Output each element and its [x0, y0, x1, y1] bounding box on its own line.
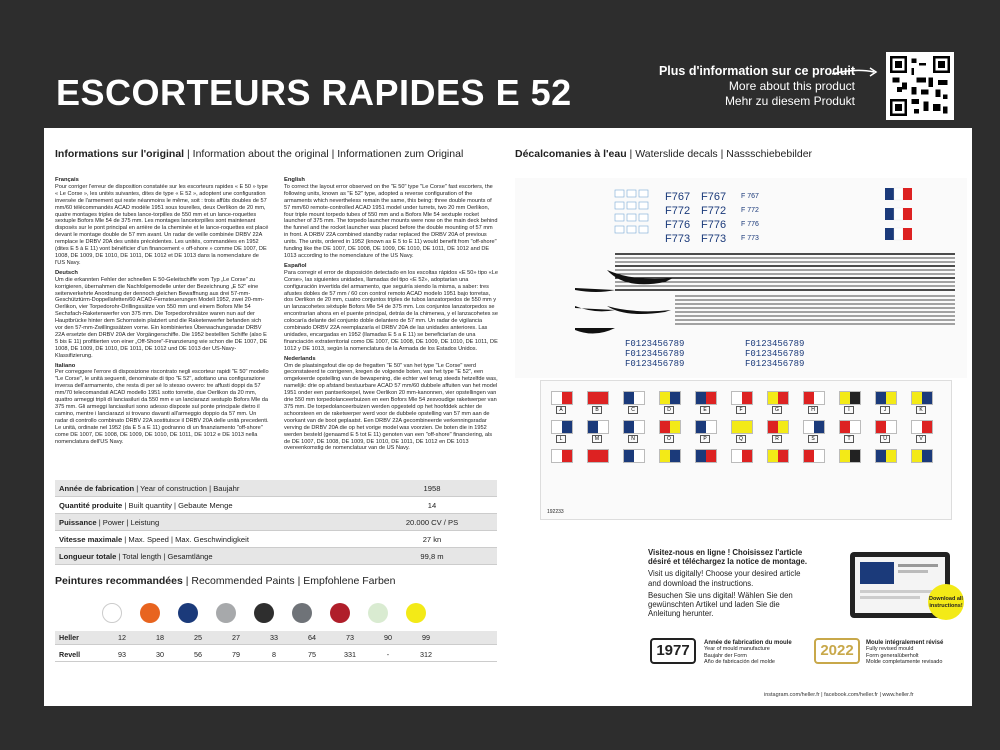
flag-letter: L	[556, 435, 566, 443]
hull-number-small-decal: F 773	[741, 235, 759, 242]
flag-letter: F	[736, 406, 746, 414]
svg-text:instructions!: instructions!	[929, 603, 963, 609]
flag-letter: K	[916, 406, 926, 414]
paint-swatch	[330, 603, 350, 623]
paint-code: 312	[420, 650, 432, 659]
paint-code: -	[386, 650, 390, 659]
signal-flag-decal	[911, 449, 935, 463]
small-decal	[639, 190, 648, 197]
signal-flag-decal	[767, 420, 791, 443]
flag-letter: G	[772, 406, 782, 414]
spec-row	[55, 497, 497, 514]
spec-label: Puissance | Power | Leistung	[59, 517, 160, 527]
download-badge-text: Download all	[929, 596, 963, 602]
paint-swatch	[102, 603, 122, 623]
decal-sheet-signal-flags	[540, 380, 952, 520]
signal-flags-grid	[551, 391, 935, 463]
paint-row-revell: Revell 93 30 56 79 8 75 331 - 312	[55, 648, 497, 662]
hull-number-small-decal: F 772	[741, 207, 759, 214]
digit-decal: F0123456789	[625, 359, 685, 369]
small-decal	[615, 202, 624, 209]
hull-number-decal: F767	[701, 191, 727, 203]
paints-title: Peintures recommandées | Recommended Paints | Empfohlene Farben	[55, 575, 396, 587]
paint-swatch	[406, 603, 426, 623]
info-section-title: Informations sur l'original | Information about the original | Informationen zum Original	[55, 148, 464, 160]
signal-flag-decal	[803, 420, 827, 443]
text-column-left: Français Pour corriger l'erreur de disposition constatée sur les escorteurs rapides « E 50 » type « Le Corse », les unités suivantes, dites de type « E 52 », adoptent une configuration inversée de l'armement qui reste néanmoins le même, soit : trois affûts doubles de 57 mm/60 télécommandés ACAD modèle 1951 sous tourelles, deux Oerlikon de 20 mm, quatre montages triples de tubes lance-torpilles de 550 mm et un lance-roquettes sextuple Bofors Mle 54 de 375 mm. Les montages lancetorpilles sont maintenant disposés sur le pont principal en arrière de la cheminée et le lance-roquettes est placé devant le montage double de 57 mm avant. Un radar de veille combinée DRBV 22A remplace le DRBV 20A des unités précédentes. Les unités, commandées en 1952 (dites E 5 à E 11) vont bénéficier d'un financement « off-shore » comme DE 1007, DE 1008, DE 1009, DE 1010, DE 1011, DE 1012 et DE 1013 dans la nomenclature de l'US Navy. Deutsch Um die erkannten Fehler der schnellen E 50-Geleitschiffe vom Typ „Le Corse" zu korrigieren, übernahmen die Nachfolgemodelle unter der Bezeichnung „E 52" eine seitenverkehrte Anordnung der dennoch gleichen Bewaffnung aus drei 57-mm-Geschütztürm-Doppellafetten/60 ACAD-Fernsteuerungen Modell 1952, zwei 20-mm-Oerlikon, vier Torpedorohr-Drillingssätze von 550 mm und einem Bofors Mle 54 Sechsfach-Raketenwerfer von 375 mm. Die Torpedorohrsätze waren nun auf der Hauptbrücke hinter dem Schornstein platziert und die Raketenwerfer befanden sich vor den 57-mm-Zwillingssätzen vorne. Ein kombiniertes Überwachungsradar DRBV 22A ersetzte den DRBV 20A der Vorgängerschiffe. Die 1952 bestellten Schiffe (also E 5 bis E 11) profitierten von einer „Off-Shore"-Finanzierung wie schon die DE 1007, DE 1008, DE 1009, DE 1010, DE 1011, DE 1012 und DE 1013 der US-Navy-Klassifizierung. Italiano Per correggere l'errore di disposizione riscontrato negli escorteur rapidi "E 50" modello "Le Corse", le unità seguenti, denominate di tipo "E 52", adottano una configurazione inversa dell'armamento, che resta di per sé lo stesso ovvero: tre affusti doppi da 57 mm/70 telecomandati ACAD modello 1951 sotto torrette, due Oerlikon da 20 mm, quattro armeggi tripli di lanciasiluri da 550 mm e un lanciarazzi sestuplo Bofors Mle da 375 mm. Gli armeggi lanciasiluri sono adesso disposte sul ponte principale dietro il camino, mentre i lanciarazzi si trovano davanti all'armeggio doppio da 57 mm. Un radar di controllo combinato DRBV 22A sostituisce il DRBV 20A delle unità precedenti. Le unità, ordinate nel 1952 (da E 5 a E 11) godranno di un finanziamento "off-shore" come DE 1007, DE 1008, DE 1009, DE 1010, DE 1011, DE 1012 e DE 1013 nella nomenclatura dell'US Navy.	[55, 177, 269, 445]
visit-online-text: Visitez-nous en ligne ! Choisissez l'article désiré et téléchargez la notice de montage. Visit us digitally! Choose your desired article and download the instructions. Besuchen Sie uns digital! Wählen Sie den gewünschten Artikel und laden Sie die Anleitung herunter.	[648, 548, 808, 619]
flag-letter: A	[556, 406, 566, 414]
flag-letter: T	[844, 435, 854, 443]
spec-row	[55, 514, 497, 531]
paint-code: 25	[194, 633, 202, 642]
more-info-fr: Plus d'information sur ce produit	[658, 64, 855, 78]
small-decal	[627, 202, 636, 209]
paint-code: 90	[384, 633, 392, 642]
small-decal	[615, 190, 624, 197]
paint-code: 73	[346, 633, 354, 642]
paint-code: 79	[232, 650, 240, 659]
flag-letter: U	[880, 435, 890, 443]
hull-number-small-decal: F 776	[741, 221, 759, 228]
mould-year-badge: 1977	[650, 638, 696, 664]
digit-decal: F0123456789	[625, 349, 685, 359]
hull-number-small-decal: F 767	[741, 193, 759, 200]
qr-code-icon	[890, 56, 950, 116]
signal-flag-decal	[551, 420, 575, 443]
signal-flag-decal	[587, 449, 611, 463]
paint-code: 99	[422, 633, 430, 642]
digit-decal: F0123456789	[625, 339, 685, 349]
signal-flag-decal	[551, 449, 575, 463]
spec-label: Longueur totale | Total length | Gesamtlänge	[59, 551, 213, 561]
spec-row	[55, 548, 497, 565]
specs-table	[55, 480, 497, 565]
paint-swatch	[368, 603, 388, 623]
paint-code: 75	[308, 650, 316, 659]
signal-flag-decal	[695, 449, 719, 463]
signal-flag-decal	[551, 391, 575, 414]
revised-mould-text: Moule intégralement révisé Fully revised mould Form generalüberholt Molde completamente revisado	[866, 640, 944, 666]
small-decal	[615, 226, 624, 233]
signal-flag-decal	[623, 391, 647, 414]
signal-flag-decal	[659, 420, 683, 443]
signal-flag-decal	[695, 420, 719, 443]
digit-decal: F0123456789	[745, 339, 805, 349]
flag-letter: Q	[736, 435, 746, 443]
revised-mould-badge: 2022	[814, 638, 860, 664]
signal-flag-decal	[731, 391, 755, 414]
spec-value: 99,8 m	[420, 551, 444, 561]
more-info-text	[659, 64, 855, 109]
paint-code: 8	[272, 650, 276, 659]
signal-flag-decal	[839, 391, 863, 414]
flag-letter: N	[628, 435, 638, 443]
signal-flag-decal	[803, 449, 827, 463]
waterline-stripes	[615, 254, 955, 324]
hull-number-decal: F772	[701, 205, 727, 217]
paint-swatch	[292, 603, 312, 623]
digit-decal: F0123456789	[745, 359, 805, 369]
flag-letter: R	[772, 435, 782, 443]
signal-flag-decal	[731, 420, 755, 443]
paint-code: 64	[308, 633, 316, 642]
signal-flag-decal	[767, 391, 791, 414]
signal-flag-decal	[875, 420, 899, 443]
spec-row	[55, 480, 497, 497]
small-decal	[639, 226, 648, 233]
signal-flag-decal	[695, 391, 719, 414]
signal-flag-decal	[731, 449, 755, 463]
small-decal	[639, 214, 648, 221]
hull-number-decal: F767	[665, 191, 691, 203]
spec-value: 1958	[423, 483, 441, 493]
small-decal	[627, 190, 636, 197]
signal-flag-decal	[875, 391, 899, 414]
flag-letter: I	[844, 406, 854, 414]
qr-code[interactable]	[886, 52, 954, 120]
paint-swatch	[178, 603, 198, 623]
flag-letter: O	[664, 435, 674, 443]
flag-letter: E	[700, 406, 710, 414]
spec-label: Année de fabrication | Year of construction | Baujahr	[59, 483, 240, 493]
signal-flag-decal	[623, 420, 647, 443]
flag-letter: D	[664, 406, 674, 414]
signal-flag-decal	[839, 449, 863, 463]
hull-number-decal: F773	[665, 233, 691, 245]
tablet-illustration	[846, 546, 966, 626]
hull-number-decal: F776	[665, 219, 691, 231]
decal-sheet-hulls	[515, 178, 967, 378]
flag-letter: J	[880, 406, 890, 414]
flag-letter: M	[592, 435, 602, 443]
more-info-de: Mehr zu diesem Produkt	[724, 94, 855, 108]
signal-flag-decal	[767, 449, 791, 463]
spec-row	[55, 531, 497, 548]
bow-shapes	[575, 270, 673, 334]
paint-code: 12	[118, 633, 126, 642]
paint-code: 30	[156, 650, 164, 659]
paint-code: 18	[156, 633, 164, 642]
small-decal	[627, 214, 636, 221]
signal-flag-decal	[659, 449, 683, 463]
more-info-en: More about this product	[728, 79, 855, 93]
decals-section-title: Décalcomanies à l'eau | Waterslide decals | Nassschiebebilder	[515, 148, 813, 160]
spec-value: 20.000 CV / PS	[405, 517, 459, 527]
paint-code: 93	[118, 650, 126, 659]
flag-letter: V	[916, 435, 926, 443]
signal-flag-decal	[911, 420, 935, 443]
paint-code: 56	[194, 650, 202, 659]
spec-label: Quantité produite | Built quantity | Gebaute Menge	[59, 500, 233, 510]
spec-value: 27 kn	[422, 534, 442, 544]
signal-flag-decal	[911, 391, 935, 414]
flag-letter: S	[808, 435, 818, 443]
signal-flag-decal	[659, 391, 683, 414]
signal-flag-decal	[587, 391, 611, 414]
paint-swatch	[216, 603, 236, 623]
digit-decal: F0123456789	[745, 349, 805, 359]
small-decal	[627, 226, 636, 233]
flag-letter: P	[700, 435, 710, 443]
signal-flag-decal	[803, 391, 827, 414]
signal-flag-decal	[587, 420, 611, 443]
hull-number-decal: F773	[701, 233, 727, 245]
paint-swatch	[140, 603, 160, 623]
arrow-right-icon	[830, 66, 880, 78]
hull-number-decal: F772	[665, 205, 691, 217]
mould-year-text: Année de fabrication du moule Year of mould manufacture Baujahr der Form Año de fabricación del molde	[704, 640, 792, 666]
small-decal	[615, 214, 624, 221]
paint-code: 33	[270, 633, 278, 642]
flag-letter: H	[808, 406, 818, 414]
spec-label: Vitesse maximale | Max. Speed | Max. Geschwindigkeit	[59, 534, 249, 544]
tricolor-flags	[885, 188, 912, 240]
flag-letter: C	[628, 406, 638, 414]
page-title: ESCORTEURS RAPIDES E 52	[56, 72, 572, 113]
content-card	[44, 128, 972, 706]
paint-row-heller: Heller 12 18 25 27 33 64 73 90 99	[55, 631, 497, 645]
social-links[interactable]: instagram.com/heller.fr | facebook.com/heller.fr | www.heller.fr	[764, 692, 914, 698]
decal-sheet-code: 192233	[547, 509, 564, 515]
paint-swatches	[102, 603, 444, 623]
paint-code: 331	[344, 650, 356, 659]
text-column-right: English To correct the layout error observed on the "E 50" type "Le Corse" fast escorters, the following units, known as "E 52" type, adopted a reverse configuration of the armaments which nevertheless remain the same, this being: three double mounts of 57 mm/60 remote-controlled ACAD 1951 model under turrets, two 20 mm Oerlikon, four triple mount torpedo tubes of 550 mm and a Bofors Mle 54 sextuple rocket launcher of 375 mm. The torpedo launcher mounts were now on the main deck behind the funnel and the rocket launcher was placed before the double mounting of 57 mm in front. A DRBV 22A combined standby radar replaced the DRBV 20A of previous units. The units, ordered in 1952 (known as E 5 to E 11) would benefit from "off-shore" funding like the DE 1007, DE 1008, DE 1009, DE 1010, DE 1011, DE 1012 and DE 1013 according to the nomenclature of the US Navy. Español Para corregir el error de disposición detectado en los escoltas rápidos «E 50» tipo «Le Corse», las siguientes unidades, llamadas del tipo «E 52», adoptarían una configuración invertida del armamento, que seguiría siendo la misma, a saber: tres afustes dobles de 57 mm / 60 con control remoto ACAD modelo 1951 bajo torretas, dos Oerlikon de 20 mm, cuatro conjuntos triples de tubos lanzatorpedos de 550 mm y un lanzacohetes séxtuple Bofors Mle 54 de 375 mm. Los conjuntos lanzatorpedos se encontrarían ahora en el puente principal, detrás de la chimenea, y el lanzacohetes se colocaría delante del conjunto doble delantero de 57 mm. Un radar de vigilancia combinado DRBV 22A reemplazaría el DRBV 20A de las unidades anteriores. Las unidades, encargadas en 1952 (llamadas E 5 a E 11) se beneficiarían de una financiación extraterritorial como DE 1007, DE 1008, DE 1009, DE 1010, DE 1011, DE 1012 y DE 1013, según la nomenclatura de la Armada de los Estados Unidos. Nederlands Om de plaatsingsfout die op de fregatten "E 50" van het type "Le Corse" werd geconstateerd te corrigeren, kregen de volgende boten, van het type "E 52", een omgekeerde opstelling van de bewapening, die echter wel terug steeds hetzelfde was, namelijk: drie op afstand bestuurbare ACAD 57 mm/60 dubbele affuiten van het model 1951 onder een pantserkoepel, twee Oerlikon 20 mm-kanonnen, vier opstellingen van drie 550 mm torpedolanceerbuizen en een Bofors Mle 54 zesvoudige raketwerper van 375 mm. De torpedolanceerbuizen werden opgesteld op het hoofddek achter de schoorsteen en de raketwerper werd voor de dubbele opstelling van 57 mm aan de voorkant van de boot geplaatst. Een DRBV 22A gecombineerde verkenningsradar verving de DRBV 20A die op het vorige model was voorzien. De boten die in 1952 werden besteld (genaamd E 5 tot E 11) genoten van een "off-shore" financiering, als de DE 1007, DE 1008, DE 1009, DE 1010, DE 1011, DE 1012 en DE 1013 overeenkomstig de nomenclatuur van de US Navy.	[284, 177, 498, 452]
signal-flag-decal	[875, 449, 899, 463]
flag-letter: B	[592, 406, 602, 414]
paint-swatch	[254, 603, 274, 623]
paint-code: 27	[232, 633, 240, 642]
hull-number-decal: F776	[701, 219, 727, 231]
small-decal	[639, 202, 648, 209]
signal-flag-decal	[623, 449, 647, 463]
signal-flag-decal	[839, 420, 863, 443]
spec-value: 14	[427, 500, 437, 510]
